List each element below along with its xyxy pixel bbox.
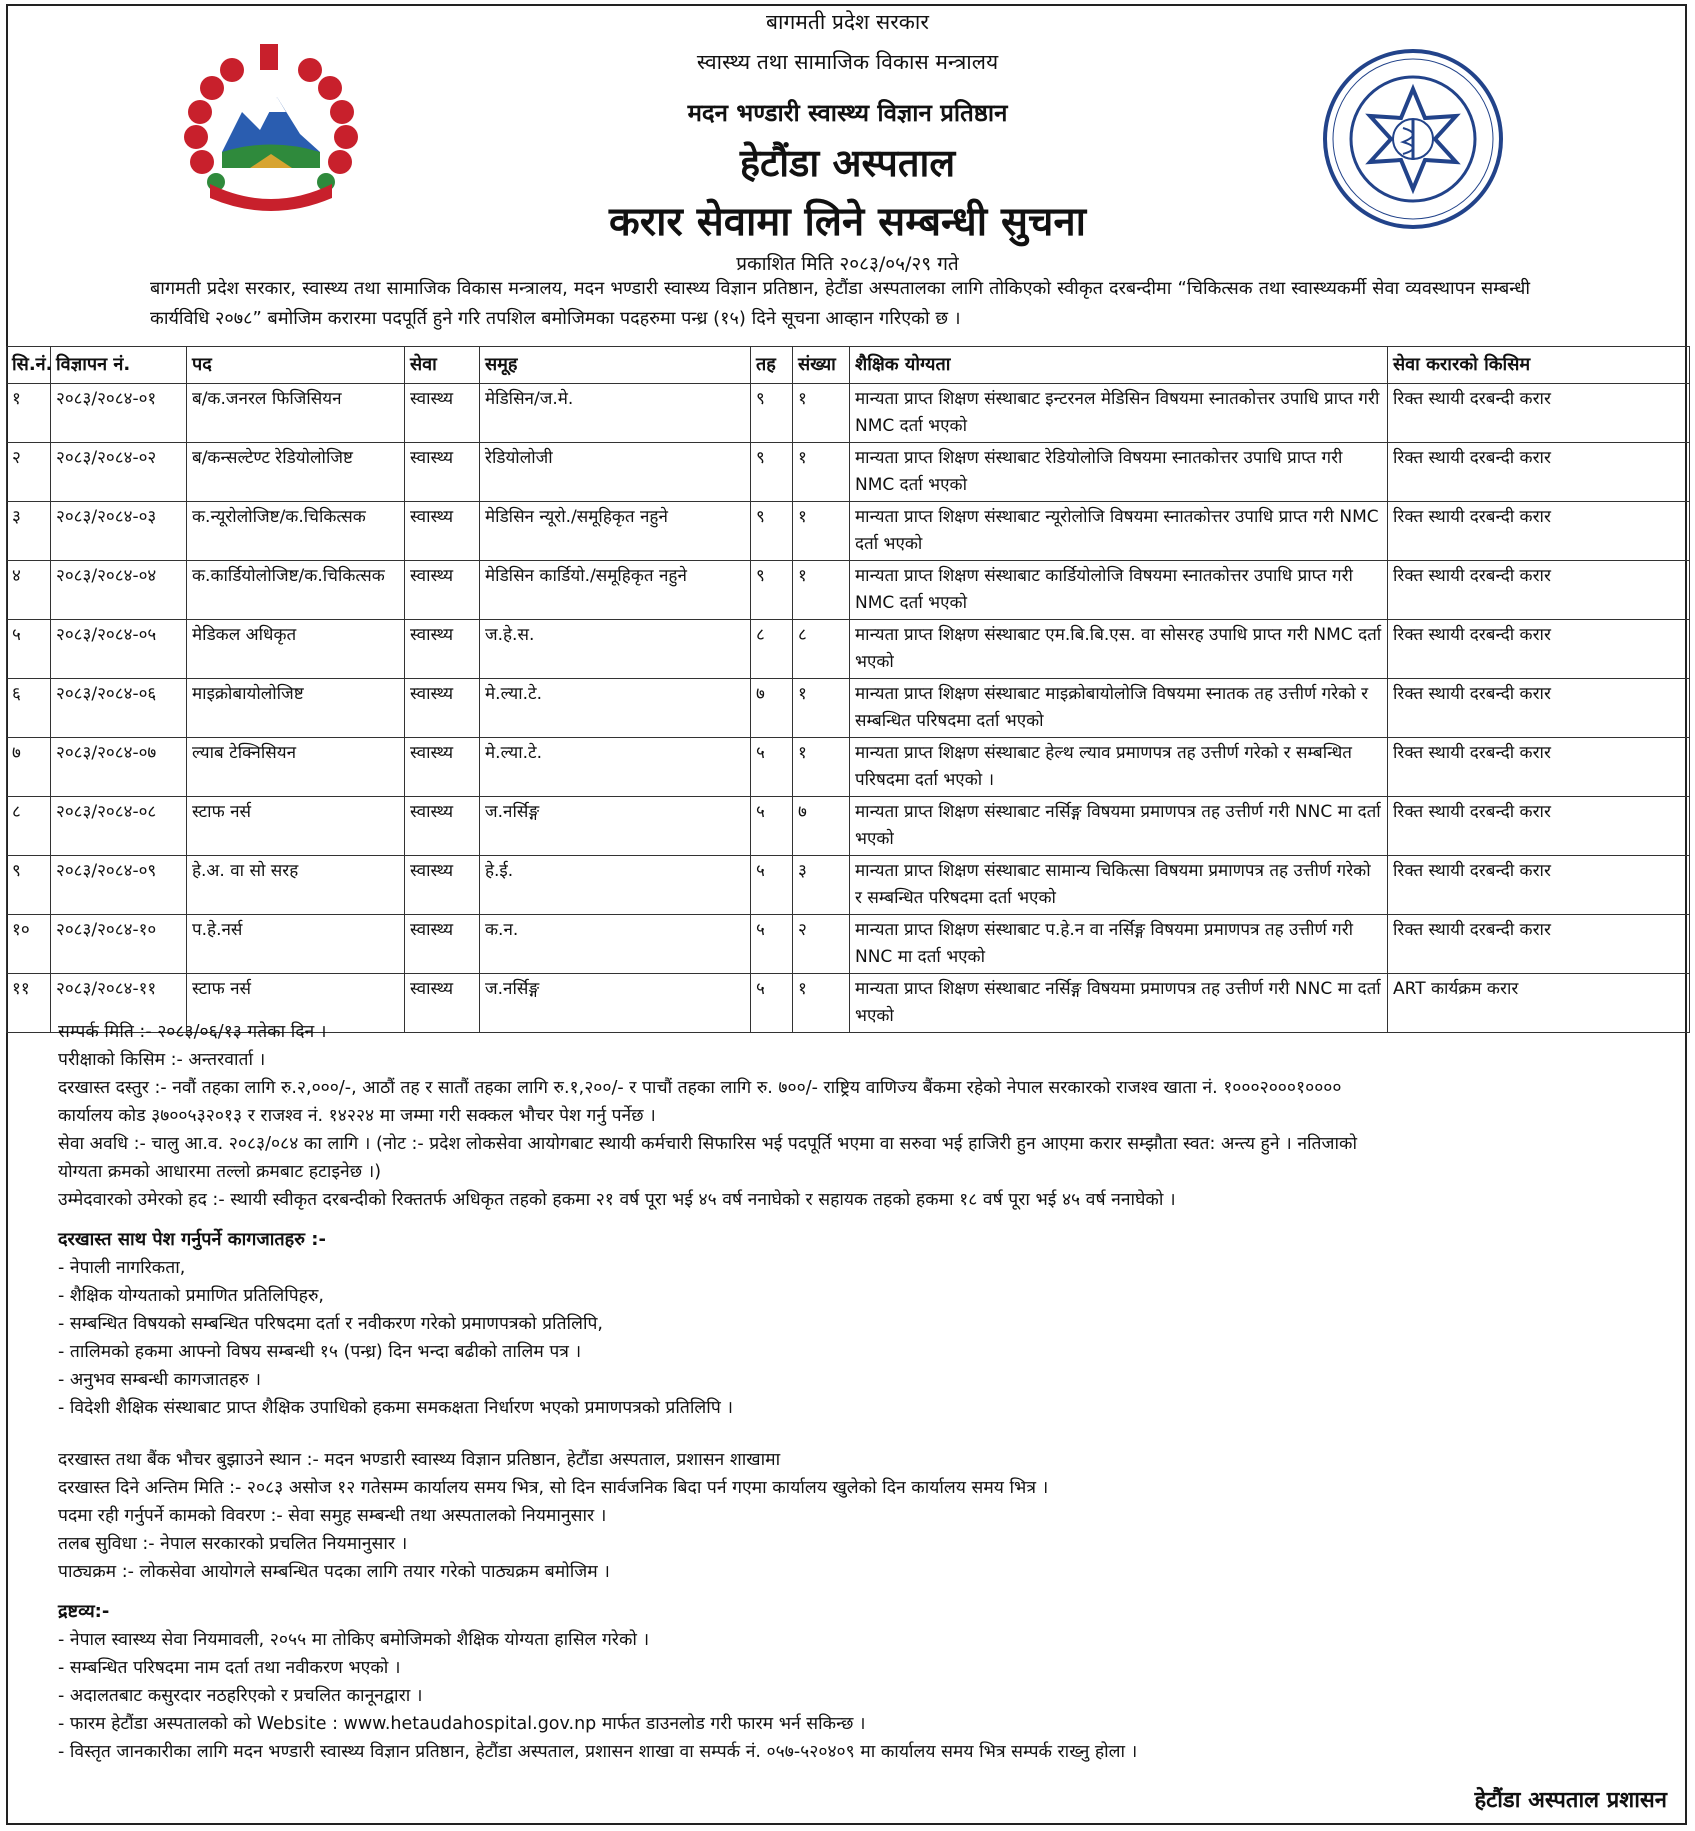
group-cell: ज.नर्सिङ्ग — [480, 974, 751, 1033]
level-cell: ५ — [751, 856, 793, 915]
madan-bhandari-academy-seal-icon — [1318, 44, 1508, 234]
service-cell: स्वास्थ्य — [405, 856, 480, 915]
notes-list — [58, 1626, 1658, 1766]
advertisement-number-cell: २०८३/२०८४-१० — [51, 915, 187, 974]
table-row — [7, 856, 1690, 915]
group-cell: ज.नर्सिङ्ग — [480, 797, 751, 856]
qualification-cell: मान्यता प्राप्त शिक्षण संस्थाबाट माइक्रोबायोलोजि विषयमा स्नातक तह उत्तीर्ण गरेको र सम्बन्धित परिषदमा दर्ता भएको — [850, 679, 1388, 738]
job-duties: पदमा रही गर्नुपर्ने कामको विवरण :- सेवा समुह सम्बन्धी तथा अस्पतालको नियमानुसार । — [58, 1506, 607, 1526]
qualification-cell: मान्यता प्राप्त शिक्षण संस्थाबाट रेडियोलोजि विषयमा स्नातकोत्तर उपाधि प्राप्त गरी NMC दर्ता भएको — [850, 443, 1388, 502]
emblem-mountains — [222, 97, 320, 152]
post-title-cell: ल्याब टेक्निसियन — [187, 738, 405, 797]
note-list-item: - नेपाल स्वास्थ्य सेवा नियमावली, २०५५ मा तोकिए बमोजिमको शैक्षिक योग्यता हासिल गरेको । — [58, 1630, 650, 1650]
qualification-cell: मान्यता प्राप्त शिक्षण संस्थाबाट न्यूरोलोजि विषयमा स्नातकोत्तर उपाधि प्राप्त गरी NMC दर्ता भएको — [850, 502, 1388, 561]
document-list-item: - सम्बन्धित विषयको सम्बन्धित परिषदमा दर्ता र नवीकरण गरेको प्रमाणपत्रको प्रतिलिपि, — [58, 1314, 603, 1334]
post-title-cell: स्टाफ नर्स — [187, 974, 405, 1033]
advertisement-number-cell: २०८३/२०८४-०३ — [51, 502, 187, 561]
vacancy-count-cell: १ — [793, 443, 850, 502]
serial-number-cell: ११ — [7, 974, 51, 1033]
application-fee: दरखास्त दस्तुर :- नवौं तहका लागि रु.२,०००/-, आठौं तह र सातौं तहका लागि रु.१,२००/- र पाचौं तहका लागि रु. ७००/- राष्ट्रिय वाणिज्य बैंकमा रहेको नेपाल सरकारको राजश्व खाता नं. १०००२०००१०००० — [58, 1078, 1342, 1098]
qualification-cell: मान्यता प्राप्त शिक्षण संस्थाबाट नर्सिङ्ग विषयमा प्रमाणपत्र तह उत्तीर्ण गरी NNC मा दर्ता भएको — [850, 797, 1388, 856]
exam-type: परीक्षाको किसिम :- अन्तरवार्ता । — [58, 1050, 266, 1070]
vacancy-table — [6, 346, 1690, 1033]
table-row — [7, 620, 1690, 679]
column-header: शैक्षिक योग्यता — [850, 347, 1388, 384]
qualification-cell: मान्यता प्राप्त शिक्षण संस्थाबाट एम.बि.बि.एस. वा सोसरह उपाधि प्राप्त गरी NMC दर्ता भएको — [850, 620, 1388, 679]
service-cell: स्वास्थ्य — [405, 797, 480, 856]
serial-number-cell: १ — [7, 384, 51, 443]
serial-number-cell: ८ — [7, 797, 51, 856]
post-title-cell: ब/क.जनरल फिजिसियन — [187, 384, 405, 443]
notice-title: करार सेवामा लिने सम्बन्धी सुचना — [608, 199, 1087, 245]
column-header: सेवा करारको किसिम — [1388, 347, 1690, 384]
contract-type-cell: रिक्त स्थायी दरबन्दी करार — [1388, 443, 1690, 502]
advertisement-number-cell: २०८३/२०८४-०७ — [51, 738, 187, 797]
serial-number-cell: १० — [7, 915, 51, 974]
contract-type-cell: रिक्त स्थायी दरबन्दी करार — [1388, 856, 1690, 915]
post-title-cell: स्टाफ नर्स — [187, 797, 405, 856]
note-list-item: - विस्तृत जानकारीका लागि मदन भण्डारी स्वास्थ्य विज्ञान प्रतिष्ठान, हेटौंडा अस्पताल, प्रशासन शाखा वा सम्पर्क नं. ०५७-५२०४०९ मा कार्यालय समय भित्र सम्पर्क राख्नु होला । — [58, 1742, 1138, 1762]
service-cell: स्वास्थ्य — [405, 502, 480, 561]
column-header: पद — [187, 347, 405, 384]
service-cell: स्वास्थ्य — [405, 561, 480, 620]
advertisement-number-cell: २०८३/२०८४-०९ — [51, 856, 187, 915]
contract-type-cell: रिक्त स्थायी दरबन्दी करार — [1388, 738, 1690, 797]
contract-type-cell: रिक्त स्थायी दरबन्दी करार — [1388, 915, 1690, 974]
group-cell: मेडिसिन न्यूरो./समूहिकृत नहुने — [480, 502, 751, 561]
contract-type-cell: रिक्त स्थायी दरबन्दी करार — [1388, 384, 1690, 443]
post-title-cell: माइक्रोबायोलोजिष्ट — [187, 679, 405, 738]
serial-number-cell: ४ — [7, 561, 51, 620]
service-cell: स्वास्थ्य — [405, 620, 480, 679]
post-title-cell: क.न्यूरोलोजिष्ट/क.चिकित्सक — [187, 502, 405, 561]
group-cell: क.न. — [480, 915, 751, 974]
notes-heading: द्रष्टव्य:- — [58, 1601, 110, 1622]
qualification-cell: मान्यता प्राप्त शिक्षण संस्थाबाट प.हे.न वा नर्सिङ्ग विषयमा प्रमाणपत्र तह उत्तीर्ण गरी NNC मा दर्ता भएको — [850, 915, 1388, 974]
published-date: प्रकाशित मिति २०८३/०५/२९ गते — [736, 253, 959, 275]
level-cell: ५ — [751, 974, 793, 1033]
age-limit: उम्मेदवारको उमेरको हद :- स्थायी स्वीकृत दरबन्दीको रिक्ततर्फ अधिकृत तहको हकमा २१ वर्ष पूरा भई ४५ वर्ष ननाघेको र सहायक तहको हकमा १८ वर्ष पूरा भई ४५ वर्ष ननाघेको । — [58, 1190, 1176, 1210]
application-fee-cont: कार्यालय कोड ३७००५३२०१३ र राजश्व नं. १४२२४ मा जम्मा गरी सक्कल भौचर पेश गर्नु पर्नेछ । — [58, 1106, 656, 1126]
province-government: बागमती प्रदेश सरकार — [766, 10, 929, 34]
advertisement-number-cell: २०८३/२०८४-०५ — [51, 620, 187, 679]
qualification-cell: मान्यता प्राप्त शिक्षण संस्थाबाट हेल्थ ल्याव प्रमाणपत्र तह उत्तीर्ण गरेको र सम्बन्धित परिषदमा दर्ता भएको । — [850, 738, 1388, 797]
contract-type-cell: रिक्त स्थायी दरबन्दी करार — [1388, 561, 1690, 620]
column-header: सेवा — [405, 347, 480, 384]
contract-type-cell: रिक्त स्थायी दरबन्दी करार — [1388, 679, 1690, 738]
group-cell: मेडिसिन कार्डियो./समूहिकृत नहुने — [480, 561, 751, 620]
group-cell: मे.ल्या.टे. — [480, 738, 751, 797]
note-list-item: - फारम हेटौंडा अस्पतालको को Website : www.hetaudahospital.gov.np मार्फत डाउनलोड गरी फारम भर्न सकिन्छ । — [58, 1714, 866, 1734]
qualification-cell: मान्यता प्राप्त शिक्षण संस्थाबाट नर्सिङ्ग विषयमा प्रमाणपत्र तह उत्तीर्ण गरी NNC मा दर्ता भएको — [850, 974, 1388, 1033]
advertisement-number-cell: २०८३/२०८४-११ — [51, 974, 187, 1033]
serial-number-cell: २ — [7, 443, 51, 502]
table-row — [7, 679, 1690, 738]
vacancy-count-cell: १ — [793, 974, 850, 1033]
vacancy-count-cell: २ — [793, 915, 850, 974]
serial-number-cell: ७ — [7, 738, 51, 797]
service-cell: स्वास्थ्य — [405, 443, 480, 502]
vacancy-count-cell: ३ — [793, 856, 850, 915]
serial-number-cell: ५ — [7, 620, 51, 679]
table-row — [7, 502, 1690, 561]
hospital-name: हेटौंडा अस्पताल — [739, 141, 956, 185]
document-list-item: - अनुभव सम्बन्धी कागजातहरु । — [58, 1370, 262, 1390]
advertisement-number-cell: २०८३/२०८४-०१ — [51, 384, 187, 443]
contract-type-cell: रिक्त स्थायी दरबन्दी करार — [1388, 797, 1690, 856]
level-cell: ९ — [751, 443, 793, 502]
table-body — [7, 384, 1690, 1033]
service-cell: स्वास्थ्य — [405, 974, 480, 1033]
level-cell: ९ — [751, 502, 793, 561]
table-row — [7, 797, 1690, 856]
service-term: सेवा अवधि :- चालु आ.व. २०८३/०८४ का लागि । (नोट :- प्रदेश लोकसेवा आयोगबाट स्थायी कर्मचारी सिफारिस भई पदपूर्ति भएमा वा सरुवा भई हाजिरी हुन आएमा करार सम्झौता स्वत: अन्त्य हुने । नतिजाको — [58, 1134, 1358, 1154]
service-cell: स्वास्थ्य — [405, 679, 480, 738]
level-cell: ७ — [751, 679, 793, 738]
serial-number-cell: ६ — [7, 679, 51, 738]
serial-number-cell: ३ — [7, 502, 51, 561]
note-list-item: - सम्बन्धित परिषदमा नाम दर्ता तथा नवीकरण भएको । — [58, 1658, 401, 1678]
serial-number-cell: ९ — [7, 856, 51, 915]
service-cell: स्वास्थ्य — [405, 738, 480, 797]
syllabus: पाठ्यक्रम :- लोकसेवा आयोगले सम्बन्धित पदका लागि तयार गरेको पाठ्यक्रम बमोजिम । — [58, 1562, 610, 1582]
post-title-cell: ब/कन्सल्टेण्ट रेडियोलोजिष्ट — [187, 443, 405, 502]
group-cell: मे.ल्या.टे. — [480, 679, 751, 738]
group-cell: रेडियोलोजी — [480, 443, 751, 502]
emblem-flag — [260, 44, 278, 70]
emblem-ribbon — [210, 184, 332, 211]
vacancy-count-cell: ७ — [793, 797, 850, 856]
column-header: विज्ञापन नं. — [51, 347, 187, 384]
advertisement-number-cell: २०८३/२०८४-०८ — [51, 797, 187, 856]
level-cell: ५ — [751, 915, 793, 974]
column-header: समूह — [480, 347, 751, 384]
service-term-cont: योग्यता क्रमको आधारमा तल्लो क्रमबाट हटाइनेछ ।) — [58, 1162, 382, 1182]
qualification-cell: मान्यता प्राप्त शिक्षण संस्थाबाट सामान्य चिकित्सा विषयमा प्रमाणपत्र तह उत्तीर्ण गरेको र सम्बन्धित परिषदमा दर्ता भएको — [850, 856, 1388, 915]
column-header: तह — [751, 347, 793, 384]
level-cell: ९ — [751, 561, 793, 620]
table-row — [7, 384, 1690, 443]
vacancy-count-cell: १ — [793, 502, 850, 561]
notice-details — [58, 1018, 1658, 1766]
group-cell: मेडिसिन/ज.मे. — [480, 384, 751, 443]
vacancy-count-cell: १ — [793, 738, 850, 797]
post-title-cell: हे.अ. वा सो सरह — [187, 856, 405, 915]
document-list-item: - विदेशी शैक्षिक संस्थाबाट प्राप्त शैक्षिक उपाधिको हकमा समकक्षता निर्धारण भएको प्रमाणपत्रको प्रतिलिपि । — [58, 1398, 733, 1418]
service-cell: स्वास्थ्य — [405, 384, 480, 443]
vacancy-count-cell: १ — [793, 384, 850, 443]
advertisement-number-cell: २०८३/२०८४-०६ — [51, 679, 187, 738]
document-list-item: - शैक्षिक योग्यताको प्रमाणित प्रतिलिपिहरु, — [58, 1286, 324, 1306]
contract-type-cell: ART कार्यक्रम करार — [1388, 974, 1690, 1033]
document-list-item: - तालिमको हकमा आफ्नो विषय सम्बन्धी १५ (पन्ध्र) दिन भन्दा बढीको तालिम पत्र । — [58, 1342, 582, 1362]
contract-type-cell: रिक्त स्थायी दरबन्दी करार — [1388, 502, 1690, 561]
vacancy-count-cell: १ — [793, 561, 850, 620]
vacancy-count-cell: ८ — [793, 620, 850, 679]
qualification-cell: मान्यता प्राप्त शिक्षण संस्थाबाट इन्टरनल मेडिसिन विषयमा स्नातकोत्तर उपाधि प्राप्त गरी NMC दर्ता भएको — [850, 384, 1388, 443]
table-header-row — [7, 347, 1690, 384]
salary-benefits: तलब सुविधा :- नेपाल सरकारको प्रचलित नियमानुसार । — [58, 1534, 408, 1554]
column-header: सि.नं. — [7, 347, 51, 384]
level-cell: ५ — [751, 738, 793, 797]
level-cell: ८ — [751, 620, 793, 679]
contract-type-cell: रिक्त स्थायी दरबन्दी करार — [1388, 620, 1690, 679]
qualification-cell: मान्यता प्राप्त शिक्षण संस्थाबाट कार्डियोलोजि विषयमा स्नातकोत्तर उपाधि प्राप्त गरी NMC दर्ता भएको — [850, 561, 1388, 620]
post-title-cell: प.हे.नर्स — [187, 915, 405, 974]
advertisement-number-cell: २०८३/२०८४-०४ — [51, 561, 187, 620]
documents-list — [58, 1254, 1658, 1422]
vacancy-count-cell: १ — [793, 679, 850, 738]
advertisement-number-cell: २०८३/२०८४-०२ — [51, 443, 187, 502]
table-row — [7, 443, 1690, 502]
group-cell: ज.हे.स. — [480, 620, 751, 679]
application-deadline: दरखास्त दिने अन्तिम मिति :- २०८३ असोज १२ गतेसम्म कार्यालय समय भित्र, सो दिन सार्वजनिक बिदा पर्न गएमा कार्यालय खुलेको दिन कार्यालय समय भित्र । — [58, 1478, 1049, 1498]
table-row — [7, 738, 1690, 797]
table-row — [7, 561, 1690, 620]
documents-heading: दरखास्त साथ पेश गर्नुपर्ने कागजातहरु :- — [58, 1229, 326, 1250]
ministry-name: स्वास्थ्य तथा सामाजिक विकास मन्त्रालय — [696, 50, 999, 74]
contact-date: सम्पर्क मिति :- २०८३/०६/१३ गतेका दिन । — [58, 1022, 327, 1042]
table-row — [7, 915, 1690, 974]
note-list-item: - अदालतबाट कसुरदार नठहरिएको र प्रचलित कानूनद्वारा । — [58, 1686, 423, 1706]
document-list-item: - नेपाली नागरिकता, — [58, 1258, 186, 1278]
nepal-government-emblem-icon — [182, 42, 360, 212]
level-cell: ५ — [751, 797, 793, 856]
post-title-cell: मेडिकल अधिकृत — [187, 620, 405, 679]
column-header: संख्या — [793, 347, 850, 384]
submission-place: दरखास्त तथा बैंक भौचर बुझाउने स्थान :- मदन भण्डारी स्वास्थ्य विज्ञान प्रतिष्ठान, हेटौंडा अस्पताल, प्रशासन शाखामा — [58, 1450, 781, 1470]
issuer-signature: हेटौंडा अस्पताल प्रशासन — [1474, 1788, 1667, 1813]
group-cell: हे.ई. — [480, 856, 751, 915]
intro-paragraph: बागमती प्रदेश सरकार, स्वास्थ्य तथा सामाजिक विकास मन्त्रालय, मदन भण्डारी स्वास्थ्य विज्ञान प्रतिष्ठान, हेटौंडा अस्पतालका लागि तोकिएको स्वीकृत दरबन्दीमा “चिकित्सक तथा स्वास्थ्यकर्मी सेवा व्यवस्थापन सम्बन्धी कार्यविधि २०७८” बमोजिम करारमा पदपूर्ति हुने गरि तपशिल बमोजिमका पदहरुमा पन्ध्र (१५) दिने सूचना आव्हान गरिएको छ । — [150, 278, 1530, 329]
level-cell: ९ — [751, 384, 793, 443]
post-title-cell: क.कार्डियोलोजिष्ट/क.चिकित्सक — [187, 561, 405, 620]
service-cell: स्वास्थ्य — [405, 915, 480, 974]
academy-name: मदन भण्डारी स्वास्थ्य विज्ञान प्रतिष्ठान — [687, 99, 1008, 127]
